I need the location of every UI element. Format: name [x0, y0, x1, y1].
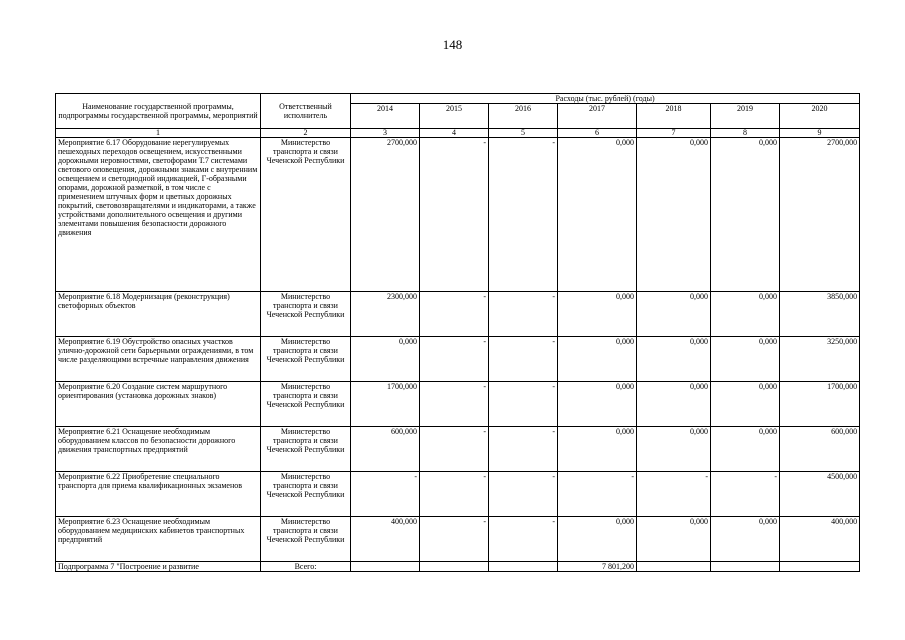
page-number: 148 — [442, 37, 463, 52]
table-row — [56, 382, 860, 427]
measure-executor: Министерство транспорта и связи Чеченской Республики — [261, 138, 351, 292]
value-cell — [420, 562, 489, 572]
table-row — [56, 517, 860, 562]
value-cell: 400,000 — [780, 517, 860, 562]
value-cell: - — [420, 292, 489, 337]
value-cell: 0,000 — [558, 517, 637, 562]
value-cell: 1700,000 — [780, 382, 860, 427]
value-cell: - — [489, 427, 558, 472]
column-number: 6 — [558, 129, 637, 138]
measure-name: Мероприятие 6.19 Обустройство опасных участков улично-дорожной сети барьерными ограждениями, в том числе разделяющими встречные направления движения — [56, 337, 261, 382]
value-cell: - — [558, 472, 637, 517]
column-number: 4 — [420, 129, 489, 138]
column-number: 5 — [489, 129, 558, 138]
value-cell: - — [420, 382, 489, 427]
measure-name: Мероприятие 6.18 Модернизация (реконструкция) светофорных объектов — [56, 292, 261, 337]
value-cell: 3250,000 — [780, 337, 860, 382]
column-number: 2 — [261, 129, 351, 138]
table-row — [56, 427, 860, 472]
subprogram-name: Подпрограмма 7 "Построение и развитие — [56, 562, 261, 572]
year-header: 2014 — [351, 104, 420, 129]
measure-name: Мероприятие 6.23 Оснащение необходимым оборудованием медицинских кабинетов транспортных предприятий — [56, 517, 261, 562]
measure-executor: Министерство транспорта и связи Чеченской Республики — [261, 472, 351, 517]
value-cell: 7 801,200 — [558, 562, 637, 572]
value-cell: - — [420, 472, 489, 517]
value-cell: 0,000 — [558, 292, 637, 337]
value-cell: 0,000 — [637, 292, 711, 337]
value-cell: 0,000 — [637, 517, 711, 562]
value-cell: 0,000 — [637, 427, 711, 472]
subprogram-row — [56, 562, 860, 572]
value-cell: - — [420, 337, 489, 382]
value-cell: 0,000 — [711, 337, 780, 382]
year-header: 2017 — [558, 104, 637, 129]
value-cell: - — [489, 472, 558, 517]
column-numbers-row — [56, 129, 860, 138]
value-cell: 0,000 — [711, 292, 780, 337]
table-row — [56, 292, 860, 337]
value-cell: 4500,000 — [780, 472, 860, 517]
value-cell: 0,000 — [558, 427, 637, 472]
year-header: 2015 — [420, 104, 489, 129]
value-cell: 3850,000 — [780, 292, 860, 337]
table-row — [56, 472, 860, 517]
column-number: 8 — [711, 129, 780, 138]
value-cell — [351, 562, 420, 572]
header-row — [56, 94, 860, 104]
table-row — [56, 337, 860, 382]
value-cell: 2700,000 — [351, 138, 420, 292]
value-cell: 0,000 — [711, 517, 780, 562]
value-cell — [711, 562, 780, 572]
value-cell: 0,000 — [711, 382, 780, 427]
year-header: 2016 — [489, 104, 558, 129]
value-cell: - — [420, 138, 489, 292]
column-number: 9 — [780, 129, 860, 138]
value-cell: 0,000 — [637, 382, 711, 427]
column-number: 7 — [637, 129, 711, 138]
year-header: 2018 — [637, 104, 711, 129]
value-cell: 0,000 — [711, 138, 780, 292]
value-cell: - — [489, 138, 558, 292]
col-header-expenses: Расходы (тыс. рублей) (годы) — [351, 94, 860, 104]
budget-table — [55, 93, 860, 572]
col-header-name: Наименование государственной программы, подпрограммы государственной программы, мероприятий — [56, 94, 261, 129]
value-cell — [780, 562, 860, 572]
value-cell: - — [489, 337, 558, 382]
value-cell: 2700,000 — [780, 138, 860, 292]
value-cell: 0,000 — [351, 337, 420, 382]
measure-name: Мероприятие 6.17 Оборудование нерегулируемых пешеходных переходов освещением, искусственными дорожными неровностями, светофорами Т.7 системами светового оповещения, дорожными знаками с внутренним освещением и светодиодной индикацией, Г-образными опорами, дорожной разметкой, в том числе с применением штучных форм и цветных дорожных покрытий, световозвращателями и индикаторами, а также устройствами дополнительного освещения и другими элементами повышения безопасности дорожного движения — [56, 138, 261, 292]
value-cell: 600,000 — [780, 427, 860, 472]
value-cell: - — [420, 517, 489, 562]
value-cell — [637, 562, 711, 572]
measure-name: Мероприятие 6.21 Оснащение необходимым оборудованием классов по безопасности дорожного движения транспортных предприятий — [56, 427, 261, 472]
value-cell: 400,000 — [351, 517, 420, 562]
column-number: 1 — [56, 129, 261, 138]
value-cell: - — [420, 427, 489, 472]
measure-name: Мероприятие 6.22 Приобретение специального транспорта для приема квалификационных экзаменов — [56, 472, 261, 517]
value-cell: - — [351, 472, 420, 517]
value-cell: - — [637, 472, 711, 517]
measure-executor: Министерство транспорта и связи Чеченской Республики — [261, 427, 351, 472]
value-cell: 0,000 — [558, 138, 637, 292]
table-row — [56, 138, 860, 292]
year-header: 2020 — [780, 104, 860, 129]
value-cell — [489, 562, 558, 572]
value-cell: - — [489, 292, 558, 337]
value-cell: - — [489, 517, 558, 562]
column-number: 3 — [351, 129, 420, 138]
col-header-executor: Ответственный исполнитель — [261, 94, 351, 129]
value-cell: 600,000 — [351, 427, 420, 472]
value-cell: - — [489, 382, 558, 427]
value-cell: 0,000 — [558, 337, 637, 382]
measure-executor: Министерство транспорта и связи Чеченской Республики — [261, 292, 351, 337]
subprogram-executor: Всего: — [261, 562, 351, 572]
value-cell: 2300,000 — [351, 292, 420, 337]
value-cell: - — [711, 472, 780, 517]
value-cell: 0,000 — [637, 337, 711, 382]
measure-executor: Министерство транспорта и связи Чеченской Республики — [261, 337, 351, 382]
measure-name: Мероприятие 6.20 Создание систем маршрутного ориентирования (установка дорожных знаков) — [56, 382, 261, 427]
value-cell: 0,000 — [637, 138, 711, 292]
value-cell: 0,000 — [711, 427, 780, 472]
year-header: 2019 — [711, 104, 780, 129]
measure-executor: Министерство транспорта и связи Чеченской Республики — [261, 517, 351, 562]
value-cell: 0,000 — [558, 382, 637, 427]
measure-executor: Министерство транспорта и связи Чеченской Республики — [261, 382, 351, 427]
value-cell: 1700,000 — [351, 382, 420, 427]
